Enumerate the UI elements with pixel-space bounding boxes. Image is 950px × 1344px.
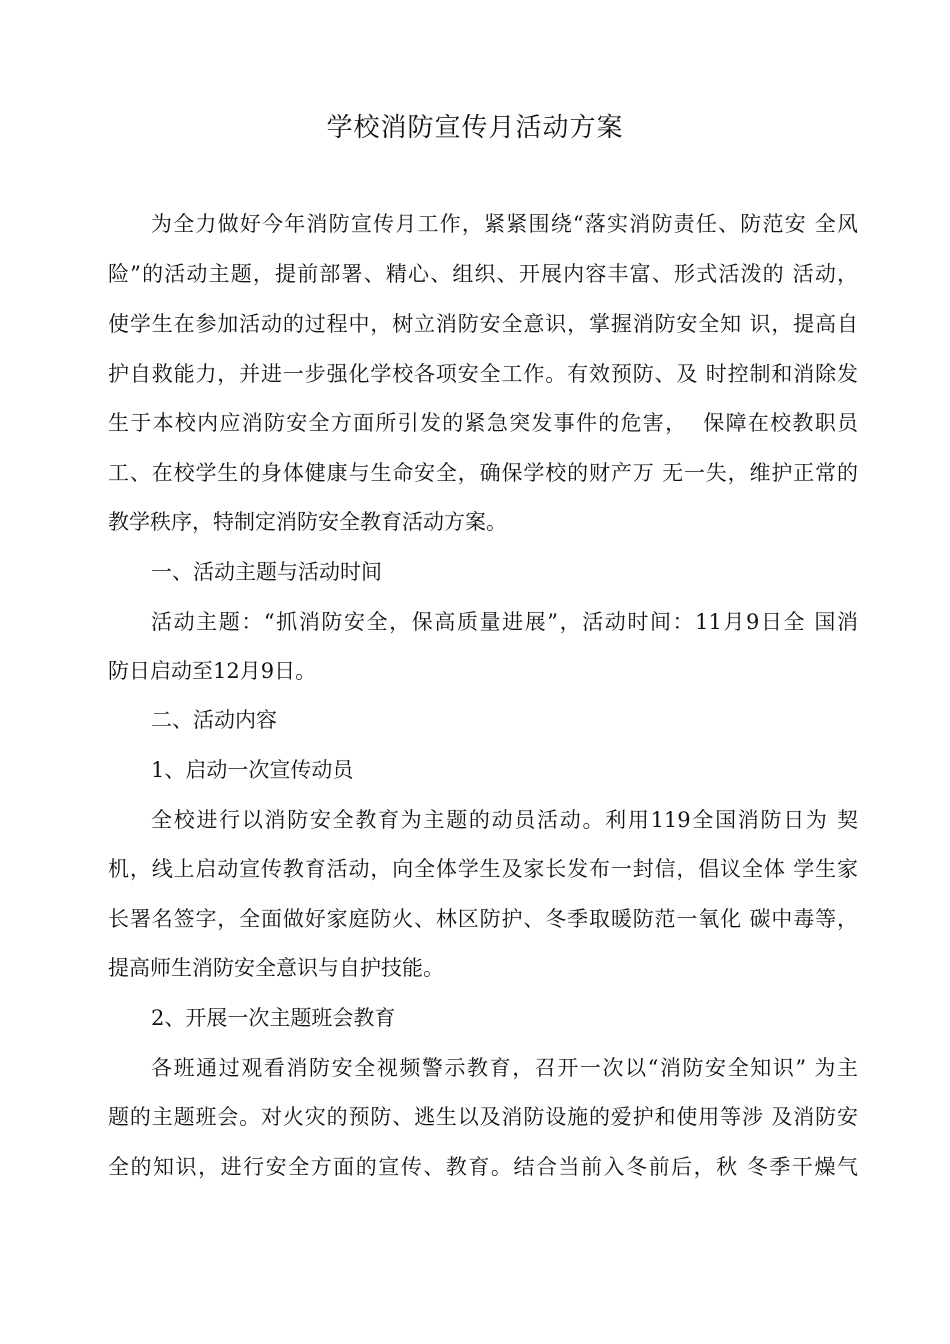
subsection-heading: 2、开展一次主题班会教育 bbox=[151, 1006, 396, 1030]
paragraph-line: 使学生在参加活动的过程中，树立消防安全意识，掌握消防安全知 识，提高自 bbox=[108, 312, 858, 336]
paragraph-line: 题的主题班会。对火灾的预防、逃生以及消防设施的爱护和使用等涉 及消防安 bbox=[108, 1105, 858, 1129]
paragraph-line: 机，线上启动宣传教育活动，向全体学生及家长发布一封信，倡议全体 学生家 bbox=[108, 857, 858, 881]
paragraph-line: 活动主题：“抓消防安全，保高质量进展”，活动时间：11月9日全 国消 bbox=[151, 610, 858, 634]
paragraph-line: 长署名签字，全面做好家庭防火、林区防护、冬季取暖防范一氧化 碳中毒等， bbox=[108, 907, 858, 931]
paragraph-line: 全校进行以消防安全教育为主题的动员活动。利用119全国消防日为 契 bbox=[151, 808, 858, 832]
paragraph-line: 各班通过观看消防安全视频警示教育，召开一次以“消防安全知识” 为主 bbox=[151, 1056, 858, 1080]
paragraph-line: 护自救能力，并进一步强化学校各项安全工作。有效预防、及 时控制和消除发 bbox=[108, 362, 858, 386]
paragraph-line: 工、在校学生的身体健康与生命安全，确保学校的财产万 无一失，维护正常的 bbox=[108, 461, 858, 485]
paragraph-line: 为全力做好今年消防宣传月工作，紧紧围绕“落实消防责任、防范安 全风 bbox=[151, 212, 858, 236]
section-heading: 一、活动主题与活动时间 bbox=[151, 560, 382, 584]
paragraph-line: 教学秩序，特制定消防安全教育活动方案。 bbox=[108, 510, 507, 534]
paragraph-line: 险”的活动主题，提前部署、精心、组织、开展内容丰富、形式活泼的 活动， bbox=[108, 262, 858, 286]
paragraph-line: 提高师生消防安全意识与自护技能。 bbox=[108, 956, 444, 980]
subsection-heading: 1、启动一次宣传动员 bbox=[151, 758, 354, 782]
document-title: 学校消防宣传月活动方案 bbox=[326, 113, 624, 143]
paragraph-line: 全的知识，进行安全方面的宣传、教育。结合当前入冬前后，秋 冬季干燥气 bbox=[108, 1155, 858, 1179]
paragraph-line: 生于本校内应消防安全方面所引发的紧急突发事件的危害， 保障在校教职员 bbox=[108, 411, 858, 435]
section-heading: 二、活动内容 bbox=[151, 708, 277, 732]
paragraph-line: 防日启动至12月9日。 bbox=[108, 659, 317, 683]
